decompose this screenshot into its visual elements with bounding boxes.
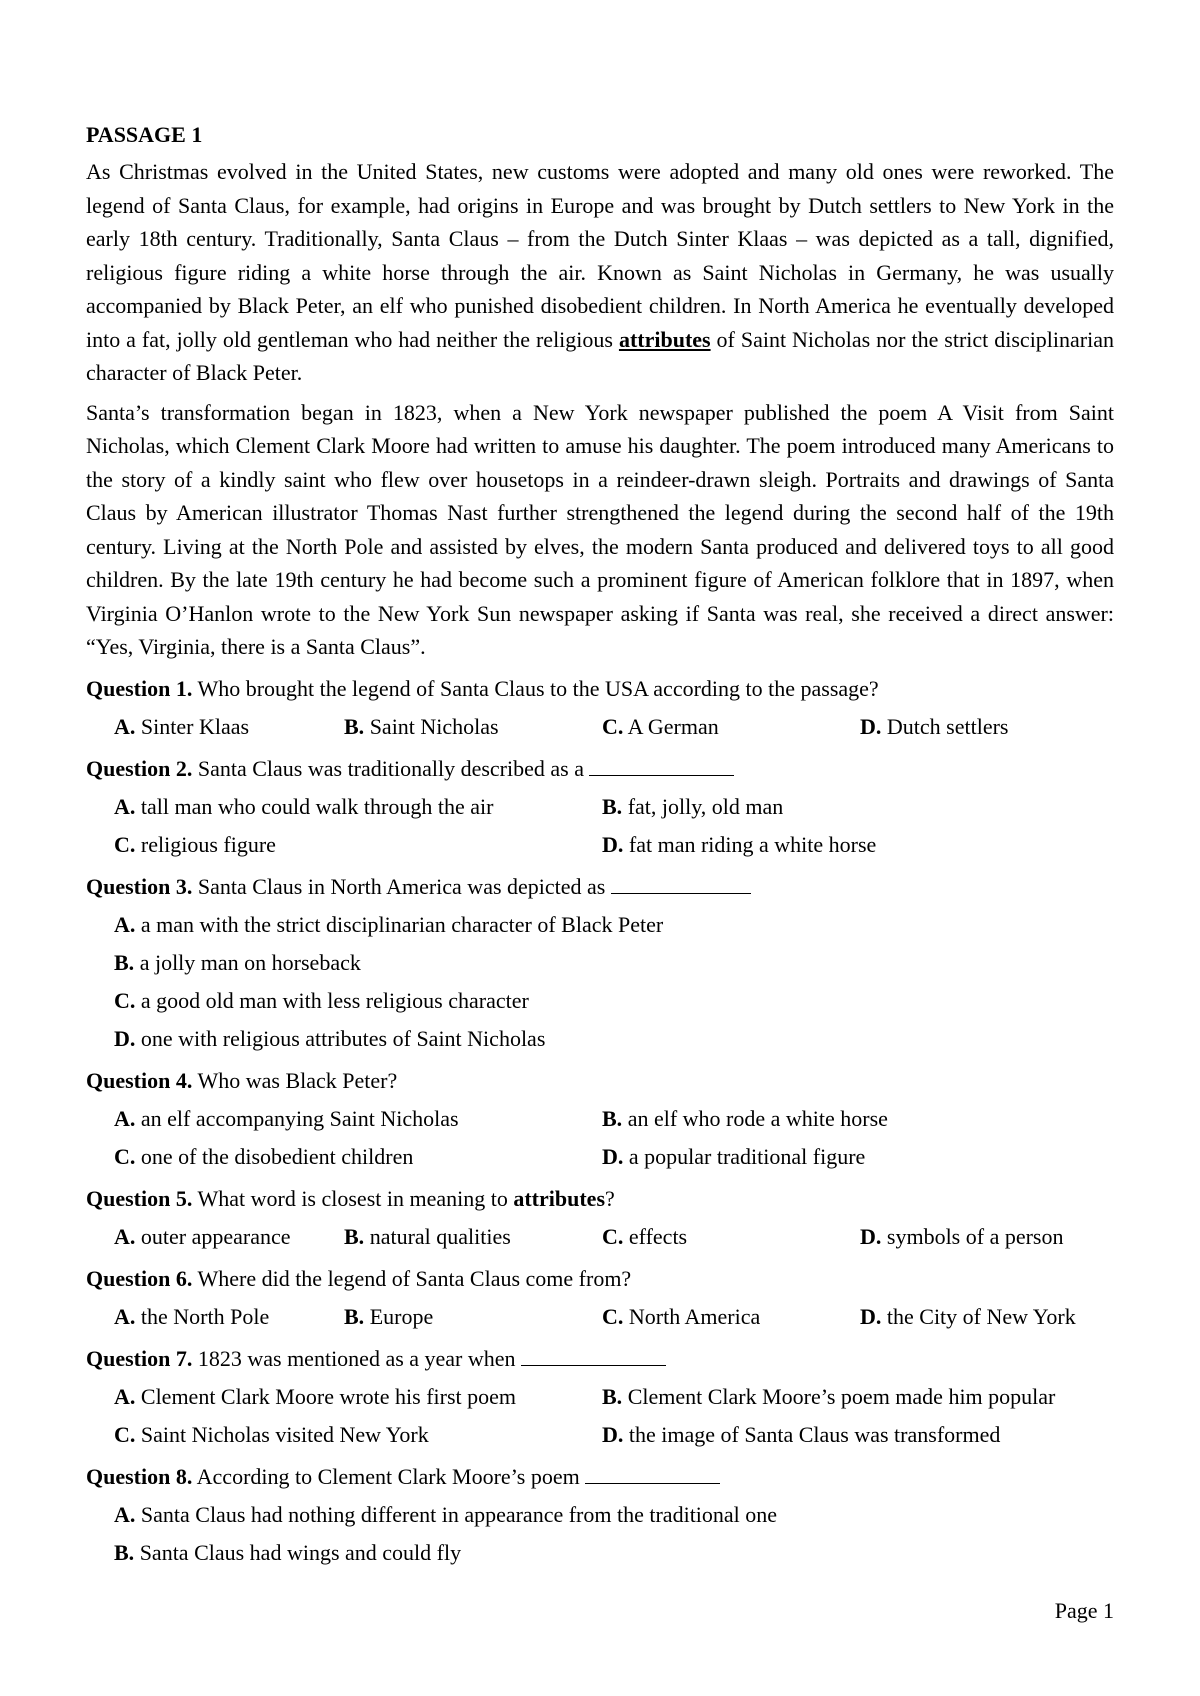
option-d[interactable]	[114, 1020, 1114, 1058]
answer-blank	[611, 871, 751, 894]
question-3	[86, 868, 1114, 906]
option-d[interactable]	[602, 826, 1114, 864]
option-b[interactable]	[602, 1100, 1114, 1138]
option-a[interactable]	[114, 788, 602, 826]
option-letter: C.	[602, 1303, 624, 1329]
option-letter: D.	[602, 1143, 624, 1169]
option-d[interactable]	[860, 1218, 1114, 1256]
question-text: According to Clement Clark Moore’s poem	[192, 1463, 586, 1489]
option-b[interactable]	[602, 1378, 1114, 1416]
options-group	[86, 708, 1114, 746]
option-letter: B.	[602, 793, 623, 819]
option-letter: A.	[114, 793, 136, 819]
option-b[interactable]	[344, 1218, 602, 1256]
option-text: North America	[623, 1303, 761, 1329]
option-text: Clement Clark Moore’s poem made him popular	[622, 1383, 1056, 1409]
option-a[interactable]	[114, 1218, 344, 1256]
option-text: Saint Nicholas	[364, 713, 499, 739]
option-letter: B.	[344, 713, 365, 739]
option-text: Santa Claus had wings and could fly	[134, 1539, 462, 1565]
option-b[interactable]	[602, 788, 1114, 826]
question-label: Question 6.	[86, 1265, 193, 1291]
option-letter: C.	[114, 1421, 136, 1447]
page-number: Page 1	[1054, 1598, 1114, 1623]
option-text: a good old man with less religious character	[135, 987, 529, 1013]
option-a[interactable]	[114, 1298, 344, 1336]
question-list	[86, 670, 1114, 1572]
option-d[interactable]	[602, 1416, 1114, 1454]
option-text: the North Pole	[135, 1303, 270, 1329]
question-6	[86, 1260, 1114, 1298]
option-letter: C.	[114, 831, 136, 857]
option-letter: A.	[114, 1303, 136, 1329]
option-letter: A.	[114, 1501, 136, 1527]
option-letter: A.	[114, 1223, 136, 1249]
passage-title: PASSAGE 1	[86, 122, 203, 147]
options-group	[86, 788, 1114, 864]
answer-blank	[521, 1343, 666, 1366]
option-letter: B.	[114, 1539, 135, 1565]
options-group	[86, 1100, 1114, 1176]
option-b[interactable]	[114, 1534, 1114, 1572]
option-c[interactable]	[602, 708, 860, 746]
question-keyword: attributes	[513, 1185, 606, 1211]
keyword-attributes: attributes	[618, 326, 711, 352]
option-c[interactable]	[114, 982, 1114, 1020]
option-letter: D.	[860, 1303, 882, 1329]
question-text: 1823 was mentioned as a year when	[192, 1345, 522, 1371]
option-text: an elf who rode a white horse	[622, 1105, 888, 1131]
option-c[interactable]	[114, 1138, 602, 1176]
option-letter: A.	[114, 1105, 136, 1131]
options-group	[86, 1378, 1114, 1454]
question-7	[86, 1340, 1114, 1378]
question-label: Question 3.	[86, 873, 193, 899]
question-text: Where did the legend of Santa Claus come from?	[192, 1265, 632, 1291]
options-group	[86, 1298, 1114, 1336]
option-a[interactable]	[114, 1100, 602, 1138]
option-a[interactable]	[114, 708, 344, 746]
option-text: natural qualities	[364, 1223, 511, 1249]
option-text: Sinter Klaas	[135, 713, 250, 739]
option-text: one with religious attributes of Saint Nicholas	[135, 1025, 546, 1051]
question-text-end: ?	[605, 1185, 615, 1211]
options-group	[86, 906, 1114, 1058]
paragraph-1-text: As Christmas evolved in the United States, new customs were adopted and many old ones were reworked. The legend of Santa Claus, for example, had origins in Europe and was brought by Dutch settlers to New York in the early 18th century. Traditionally, Santa Claus – from the Dutch Sinter Klaas – was depicted as a tall, dignified, religious figure riding a white horse through the air. Known as Saint Nicholas in Germany, he was usually accompanied by Black Peter, an elf who punished disobedient children. In North America he eventually developed into a fat, jolly old gentleman who had neither the religious	[86, 159, 1114, 352]
option-text: tall man who could walk through the air	[135, 793, 494, 819]
option-letter: C.	[114, 987, 136, 1013]
option-letter: C.	[602, 713, 624, 739]
answer-blank	[585, 1461, 720, 1484]
option-c[interactable]	[602, 1218, 860, 1256]
question-text: Who brought the legend of Santa Claus to the USA according to the passage?	[192, 675, 879, 701]
option-letter: D.	[602, 1421, 624, 1447]
option-letter: B.	[344, 1303, 365, 1329]
option-text: Santa Claus had nothing different in appearance from the traditional one	[135, 1501, 778, 1527]
option-text: religious figure	[135, 831, 276, 857]
question-1	[86, 670, 1114, 708]
option-a[interactable]	[114, 906, 1114, 944]
option-letter: D.	[860, 713, 882, 739]
option-text: Dutch settlers	[881, 713, 1009, 739]
option-a[interactable]	[114, 1378, 602, 1416]
option-c[interactable]	[602, 1298, 860, 1336]
question-label: Question 8.	[86, 1463, 193, 1489]
option-d[interactable]	[860, 708, 1114, 746]
option-text: outer appearance	[135, 1223, 291, 1249]
option-b[interactable]	[344, 708, 602, 746]
answer-blank	[589, 753, 734, 776]
option-text: a jolly man on horseback	[134, 949, 361, 975]
option-letter: D.	[860, 1223, 882, 1249]
option-text: Europe	[364, 1303, 434, 1329]
option-b[interactable]	[344, 1298, 602, 1336]
option-d[interactable]	[860, 1298, 1114, 1336]
option-letter: B.	[344, 1223, 365, 1249]
option-letter: B.	[602, 1383, 623, 1409]
question-text: What word is closest in meaning to	[192, 1185, 514, 1211]
question-2	[86, 750, 1114, 788]
question-text: Who was Black Peter?	[192, 1067, 398, 1093]
question-text: Santa Claus in North America was depicted as	[192, 873, 611, 899]
option-text: a man with the strict disciplinarian character of Black Peter	[135, 911, 664, 937]
passage-paragraph-1	[86, 155, 1114, 390]
paragraph-1-text-end: of Saint Nicholas nor the strict disciplinarian character of Black Peter.	[86, 326, 1114, 385]
option-c[interactable]	[114, 1416, 602, 1454]
option-letter: A.	[114, 911, 136, 937]
option-d[interactable]	[602, 1138, 1114, 1176]
option-text: symbols of a person	[881, 1223, 1064, 1249]
option-text: Saint Nicholas visited New York	[135, 1421, 429, 1447]
question-label: Question 2.	[86, 755, 193, 781]
option-text: fat, jolly, old man	[622, 793, 784, 819]
question-label: Question 1.	[86, 675, 193, 701]
option-letter: A.	[114, 713, 136, 739]
option-letter: A.	[114, 1383, 136, 1409]
options-group	[86, 1218, 1114, 1256]
question-label: Question 5.	[86, 1185, 193, 1211]
option-letter: D.	[114, 1025, 136, 1051]
option-a[interactable]	[114, 1496, 1114, 1534]
question-4	[86, 1062, 1114, 1100]
option-text: effects	[623, 1223, 688, 1249]
option-text: a popular traditional figure	[623, 1143, 866, 1169]
option-letter: D.	[602, 831, 624, 857]
option-text: an elf accompanying Saint Nicholas	[135, 1105, 459, 1131]
question-label: Question 7.	[86, 1345, 193, 1371]
option-b[interactable]	[114, 944, 1114, 982]
option-letter: C.	[114, 1143, 136, 1169]
passage-paragraph-2: Santa’s transformation began in 1823, when a New York newspaper published the poem A Visit from Saint Nicholas, which Clement Clark Moore had written to amuse his daughter. The poem introduced many Americans to the story of a kindly saint who flew over housetops in a reindeer-drawn sleigh. Portraits and drawings of Santa Claus by American illustrator Thomas Nast further strengthened the legend during the second half of the 19th century. Living at the North Pole and assisted by elves, the modern Santa produced and delivered toys to all good children. By the late 19th century he had become such a prominent figure of American folklore that in 1897, when Virginia O’Hanlon wrote to the New York Sun newspaper asking if Santa was real, she received a direct answer: “Yes, Virginia, there is a Santa Claus”.	[86, 399, 1114, 659]
option-text: fat man riding a white horse	[623, 831, 877, 857]
question-5	[86, 1180, 1114, 1218]
option-c[interactable]	[114, 826, 602, 864]
option-letter: C.	[602, 1223, 624, 1249]
question-text: Santa Claus was traditionally described as a	[192, 755, 590, 781]
option-letter: B.	[602, 1105, 623, 1131]
option-letter: B.	[114, 949, 135, 975]
question-label: Question 4.	[86, 1067, 193, 1093]
option-text: the City of New York	[881, 1303, 1076, 1329]
option-text: one of the disobedient children	[135, 1143, 414, 1169]
option-text: A German	[623, 713, 719, 739]
option-text: the image of Santa Claus was transformed	[623, 1421, 1001, 1447]
options-group	[86, 1496, 1114, 1572]
option-text: Clement Clark Moore wrote his first poem	[135, 1383, 517, 1409]
question-8	[86, 1458, 1114, 1496]
